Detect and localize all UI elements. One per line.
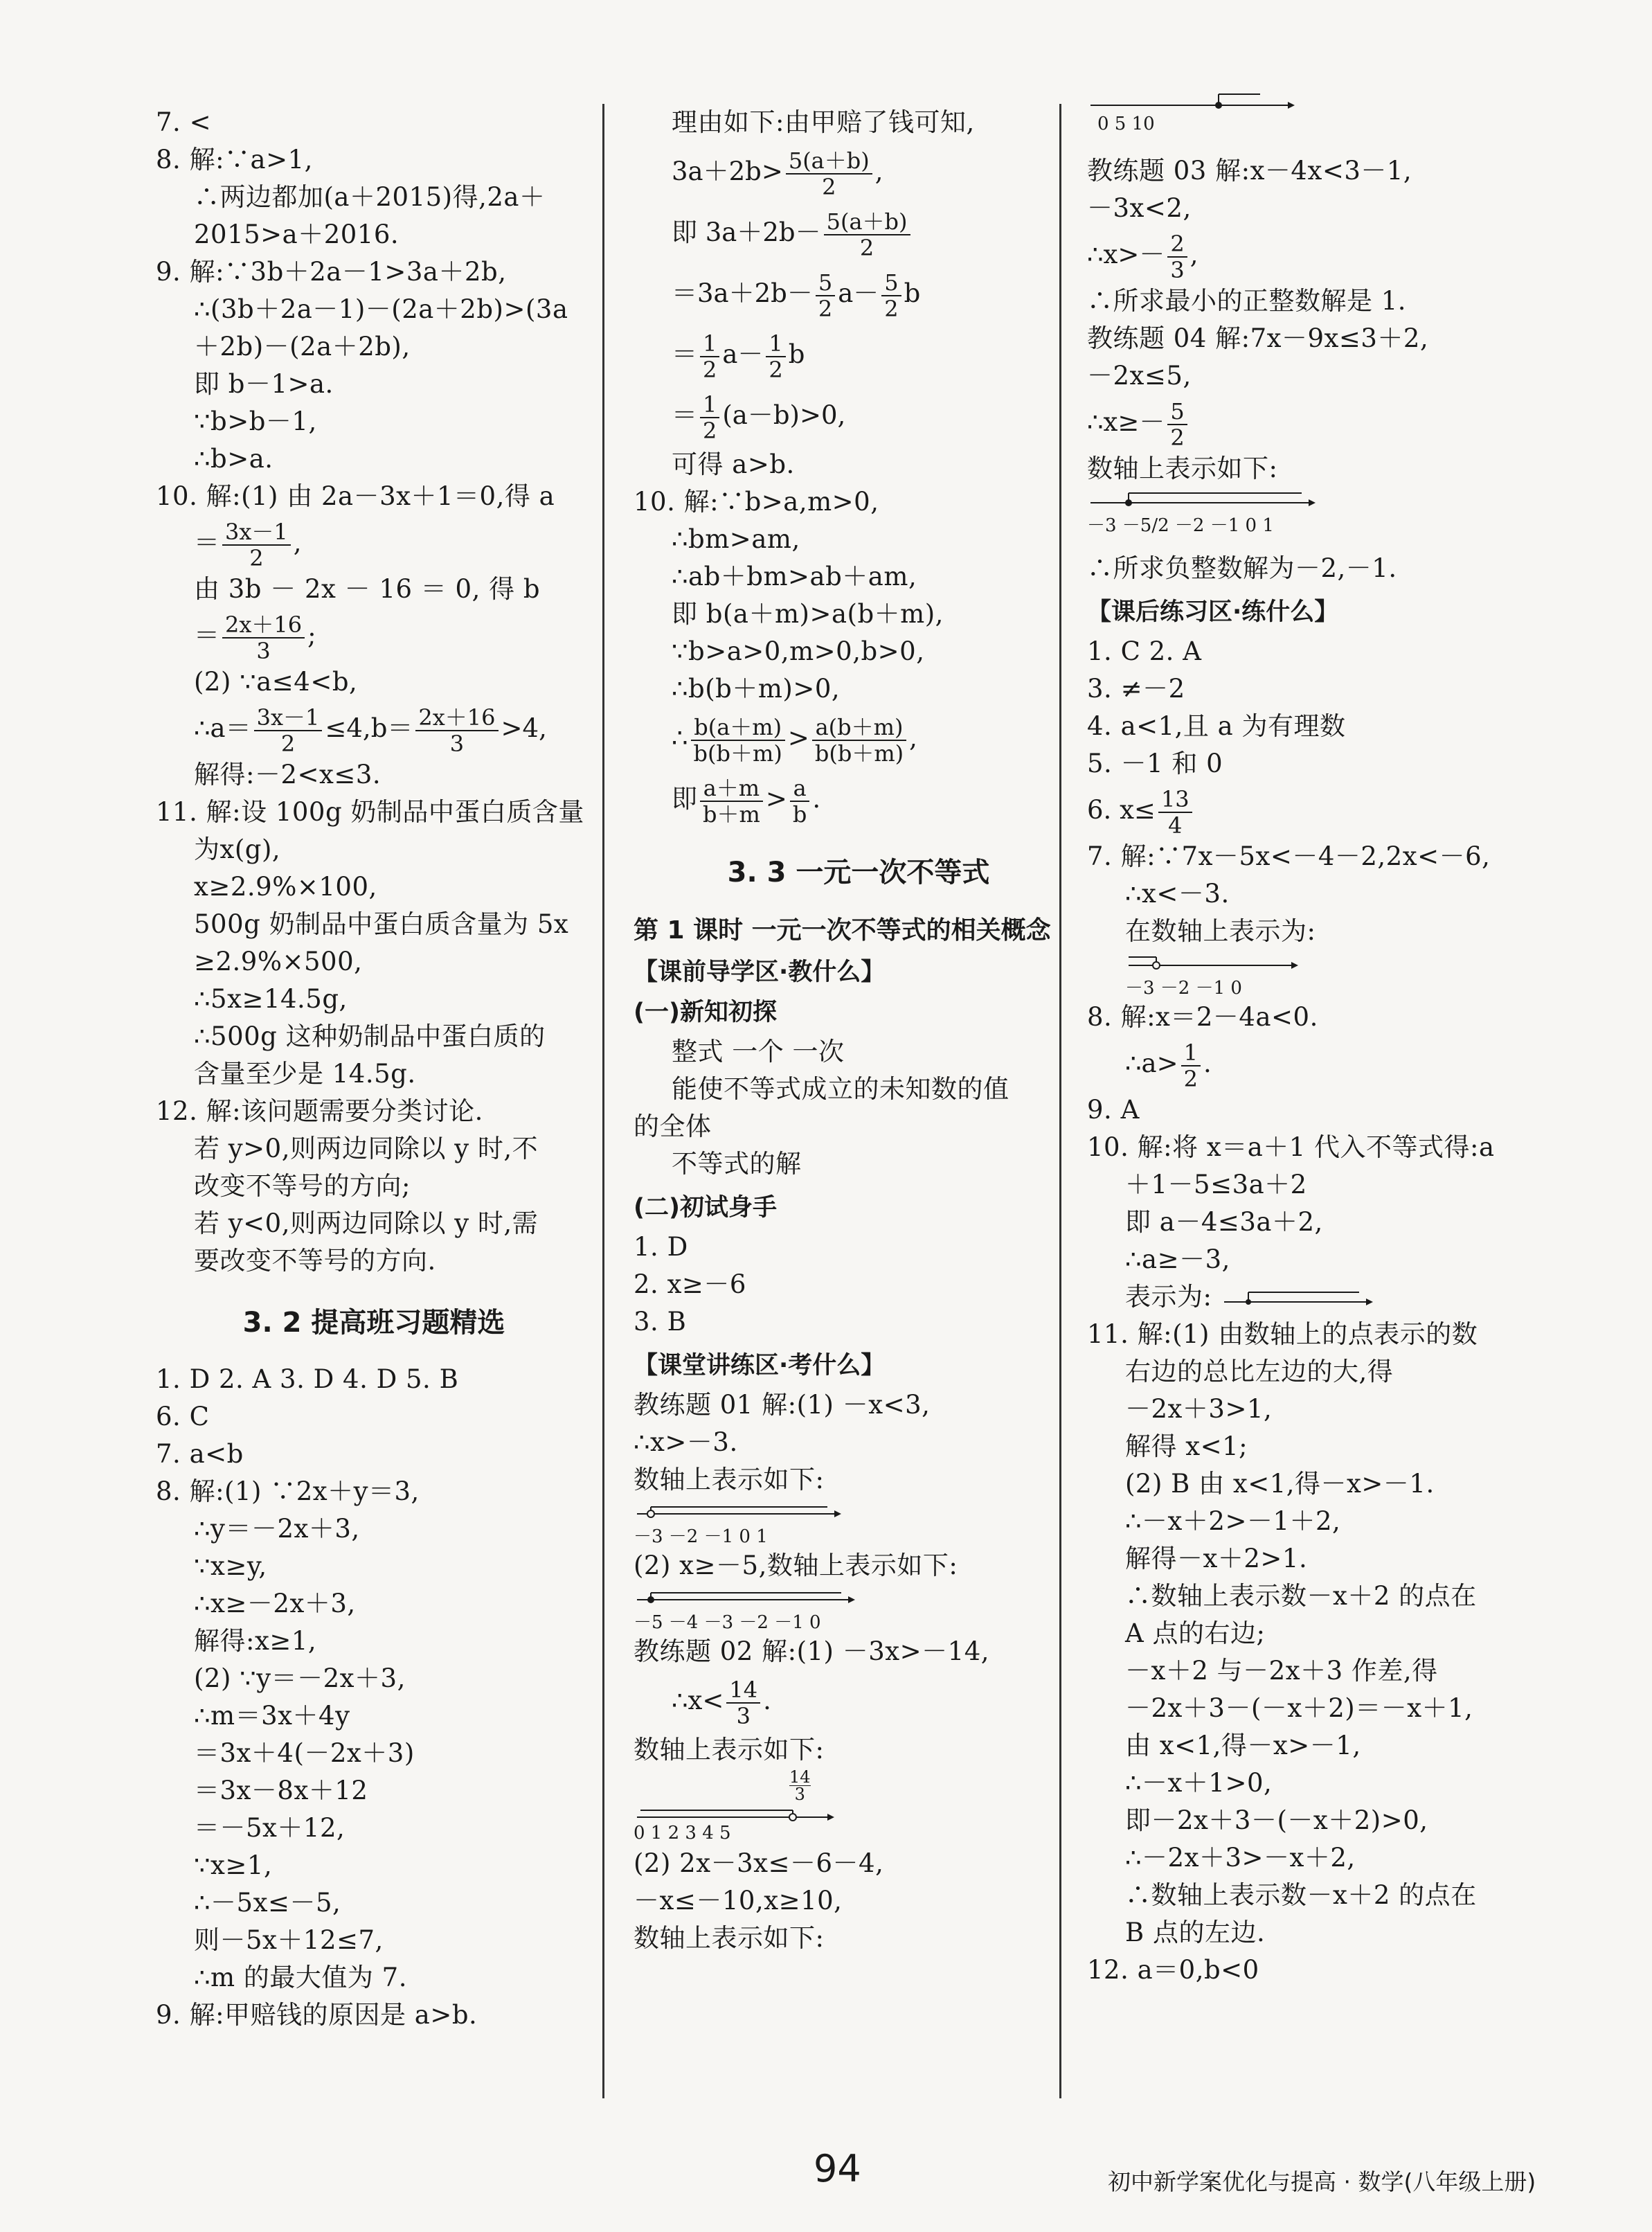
answer-11-line: A 点的右边; bbox=[1125, 1618, 1266, 1648]
text-line: 能使不等式成立的未知数的值 bbox=[672, 1074, 1009, 1104]
answer-10-line: 10. 解:∵b>a,m>0, bbox=[634, 487, 879, 517]
answer-11-line: ≥2.9%×500, bbox=[194, 947, 363, 976]
answer-line: 1. D bbox=[634, 1232, 688, 1262]
zone-heading: 【课前导学区·教什么】 bbox=[634, 958, 886, 986]
answer-10-line: ∵b>a>0,m>0,b>0, bbox=[672, 636, 925, 666]
number-line-labels: －3 －5/2 －2 －1 0 1 bbox=[1087, 515, 1274, 536]
page-number: 94 bbox=[814, 2147, 861, 2190]
exercise-line: 数轴上表示如下: bbox=[634, 1465, 825, 1494]
answer-10-formula: ∴a＝ $\frac{3x-1}{2}$ ≤4,b＝ $\frac{2x+16}{3}$ >4, bbox=[194, 704, 547, 757]
exercise-line: 教练题 01 解:(1) －x<3, bbox=[634, 1390, 931, 1420]
text-line: 的全体 bbox=[634, 1111, 712, 1141]
exercise-line: ∴x>－3. bbox=[634, 1427, 738, 1457]
answer-8b-line: ＝3x－8x＋12 bbox=[194, 1776, 368, 1805]
answer-line: 1. C 2. A bbox=[1087, 636, 1202, 666]
formula: ＝3a＋2b－ $\frac{5}{2}$ a－ $\frac{5}{2}$ b bbox=[672, 269, 921, 322]
answer-line: 7. a<b bbox=[156, 1439, 244, 1469]
answer-7-line: 在数轴上表示为: bbox=[1125, 916, 1316, 946]
answer-10-formula: ＝ $\frac{2x+16}{3}$ ; bbox=[194, 611, 316, 664]
number-line-labels: －3 －2 －1 0 1 bbox=[634, 1526, 768, 1547]
answer-line: 6. C bbox=[156, 1402, 210, 1431]
answer-7: 7. < bbox=[156, 107, 212, 137]
answer-10-line: ∴b(b＋m)>0, bbox=[672, 674, 841, 704]
answer-line: 3. B bbox=[634, 1307, 687, 1337]
answer-9-line: ∴b>a. bbox=[194, 444, 273, 474]
answer-line: 1. D 2. A 3. D 4. D 5. B bbox=[156, 1364, 459, 1394]
answer-11-line: 500g 奶制品中蛋白质含量为 5x bbox=[194, 909, 569, 939]
number-line-diagram bbox=[1087, 90, 1537, 139]
number-line-labels: －5 －4 －3 －2 －1 0 bbox=[634, 1612, 821, 1633]
zone-heading: 【课堂讲练区·考什么】 bbox=[634, 1352, 886, 1380]
answer-11-line: 含量至少是 14.5g. bbox=[194, 1059, 416, 1089]
answer-11-line: 由 x<1,得－x>－1, bbox=[1125, 1731, 1361, 1760]
number-line-diagram bbox=[1087, 488, 1537, 550]
exercise-line: 数轴上表示如下: bbox=[1087, 454, 1278, 483]
answer-11-line: －x＋2 与－2x＋3 作差,得 bbox=[1125, 1656, 1438, 1686]
answer-7-line: ∴x<－3. bbox=[1125, 879, 1230, 909]
number-line-labels: 0 1 2 3 4 5 bbox=[634, 1823, 731, 1843]
answer-11-line: ∴数轴上表示数－x＋2 的点在 bbox=[1125, 1581, 1477, 1611]
answer-11-line: ∴－2x＋3>－x＋2, bbox=[1125, 1843, 1356, 1873]
answer-8b-line: ∴－5x≤－5, bbox=[194, 1888, 341, 1918]
answer-8-line: 2015>a＋2016. bbox=[194, 220, 399, 249]
answer-8b-line: 则－5x＋12≤7, bbox=[194, 1925, 384, 1955]
formula: 即 3a＋2b－ $\frac{5(a+b)}{2}$ bbox=[634, 202, 1084, 263]
answer-11-line: B 点的左边. bbox=[1125, 1918, 1266, 1947]
formula: ∴ $\frac{b(a+m)}{b(b+m)}$ > $\frac{a(b+m)}{b(b+m)}$ , bbox=[672, 713, 917, 767]
part-heading: (一)新知初探 bbox=[634, 999, 777, 1026]
formula: 3a＋2b> $\frac{5(a+b)}{2}$ , bbox=[672, 147, 883, 200]
answer-9-line: 即 b－1>a. bbox=[194, 369, 334, 399]
exercise-line: ∴所求负整数解为－2,－1. bbox=[1087, 553, 1397, 583]
answer-11-line: －2x＋3－(－x＋2)＝－x＋1, bbox=[1125, 1693, 1473, 1723]
answer-10-line: (2) ∵a≤4<b, bbox=[194, 667, 358, 697]
answer-11-line: ∴5x≥14.5g, bbox=[194, 984, 348, 1014]
answer-11-line: 右边的总比左边的大,得 bbox=[1125, 1357, 1394, 1386]
formula: ＝ $\frac{1}{2}$ a－ $\frac{1}{2}$ b bbox=[672, 330, 805, 383]
answer-10-line: 即 a－4≤3a＋2, bbox=[1125, 1207, 1323, 1237]
answer-12-line: 要改变不等号的方向. bbox=[194, 1246, 436, 1276]
number-line-labels: 0 5 10 bbox=[1097, 114, 1155, 134]
answer-line: 3. ≠－2 bbox=[1087, 674, 1185, 704]
answer-10-line: 10. 解:将 x＝a＋1 代入不等式得:a bbox=[1087, 1132, 1495, 1162]
answer-8b-line: ＝－5x＋12, bbox=[194, 1813, 345, 1843]
exercise-line: ∴所求最小的正整数解是 1. bbox=[1087, 286, 1407, 316]
answer-11-line: ∴数轴上表示数－x＋2 的点在 bbox=[1125, 1880, 1477, 1910]
number-line-fraction-label: 14 3 bbox=[789, 1767, 811, 1804]
answer-11-line: 11. 解:(1) 由数轴上的点表示的数 bbox=[1087, 1319, 1478, 1349]
answer-line: 2. x≥－6 bbox=[634, 1269, 746, 1299]
answer-11-line: 即－2x＋3－(－x＋2)>0, bbox=[1125, 1805, 1428, 1835]
answer-12-line: 12. a＝0,b<0 bbox=[1087, 1955, 1259, 1985]
reason-line: 理由如下:由甲赔了钱可知, bbox=[672, 107, 975, 137]
formula: 6. x≤ $\frac{13}{4}$ bbox=[1087, 783, 1537, 838]
exercise-line: 数轴上表示如下: bbox=[634, 1923, 825, 1953]
answer-8-line: ∴两边都加(a＋2015)得,2a＋ bbox=[194, 182, 546, 212]
answer-10-line: ∴a≥－3, bbox=[1125, 1244, 1230, 1274]
number-line-diagram bbox=[634, 1499, 1084, 1547]
answer-11-line: －2x＋3>1, bbox=[1125, 1394, 1273, 1424]
answer-8-line: 8. 解:∵a>1, bbox=[156, 145, 313, 175]
exercise-line: 数轴上表示如下: bbox=[634, 1735, 825, 1765]
exercise-line: (2) x≥－5,数轴上表示如下: bbox=[634, 1551, 958, 1580]
column-3 bbox=[1087, 104, 1537, 1989]
answer-11-line: ∴500g 这种奶制品中蛋白质的 bbox=[194, 1021, 546, 1051]
answer-11-line: (2) B 由 x<1,得－x>－1. bbox=[1125, 1469, 1435, 1499]
answer-12-line: 12. 解:该问题需要分类讨论. bbox=[156, 1096, 483, 1126]
answer-10-line: ∴bm>am, bbox=[672, 524, 800, 554]
answer-10-line bbox=[1087, 1278, 1537, 1316]
answer-9b: 9. 解:甲赔钱的原因是 a>b. bbox=[156, 2000, 478, 2030]
answer-12-line: 若 y<0,则两边同除以 y 时,需 bbox=[194, 1208, 539, 1238]
exercise-line: 教练题 03 解:x－4x<3－1, bbox=[1087, 156, 1412, 186]
exercise-line: (2) 2x－3x≤－6－4, bbox=[634, 1848, 884, 1878]
exercise-line: －3x<2, bbox=[1087, 193, 1192, 223]
exercise-line: －2x≤5, bbox=[1087, 361, 1192, 391]
column-1 bbox=[156, 104, 592, 2034]
reason-line: 可得 a>b. bbox=[672, 449, 795, 479]
answer-10-line: ∴ab＋bm>ab＋am, bbox=[672, 562, 917, 591]
answer-11-line: 解得－x＋2>1. bbox=[1125, 1544, 1308, 1573]
formula: ∴x>－ $\frac{2}{3}$ , bbox=[1087, 230, 1198, 283]
column-divider bbox=[602, 104, 604, 2098]
formula: 即 $\frac{a+m}{b+m}$ > $\frac{a}{b}$ . bbox=[672, 774, 821, 828]
answer-11-line: x≥2.9%×100, bbox=[194, 872, 377, 902]
formula: ∴a> $\frac{1}{2}$ . bbox=[1125, 1039, 1212, 1092]
answer-9-line: 9. 解:∵3b＋2a－1>3a＋2b, bbox=[156, 257, 507, 287]
exercise-line: 教练题 04 解:7x－9x≤3＋2, bbox=[1087, 323, 1429, 353]
text-line: 不等式的解 bbox=[672, 1149, 802, 1179]
answer-10-formula: ＝ $\frac{3x-1}{2}$ , bbox=[194, 518, 302, 571]
number-line-diagram bbox=[1125, 950, 1575, 999]
section-heading: 3. 3 一元一次不等式 bbox=[727, 857, 990, 889]
exercise-line: －x≤－10,x≥10, bbox=[634, 1886, 843, 1916]
answer-11-line: 解得 x<1; bbox=[1125, 1431, 1248, 1461]
answer-8b-line: ∴x≥－2x＋3, bbox=[194, 1589, 356, 1618]
answer-8-line: 8. 解:x＝2－4a<0. bbox=[1087, 1002, 1318, 1032]
number-line-diagram bbox=[634, 1584, 1084, 1633]
page-footer: 初中新学案优化与提高 · 数学(八年级上册) bbox=[1108, 2168, 1536, 2195]
answer-8b-line: ∴y＝－2x＋3, bbox=[194, 1514, 360, 1544]
answer-11-line: 11. 解:设 100g 奶制品中蛋白质含量 bbox=[156, 797, 584, 827]
answer-8b-line: ∵x≥y, bbox=[194, 1551, 267, 1581]
formula: ∴x≥－ $\frac{5}{2}$ bbox=[1087, 395, 1537, 450]
answer-line: 5. －1 和 0 bbox=[1087, 749, 1223, 778]
exercise-line: 教练题 02 解:(1) －3x>－14, bbox=[634, 1636, 989, 1666]
formula: ∴x< $\frac{14}{3}$ . bbox=[672, 1676, 771, 1729]
text-line: 整式 一个 一次 bbox=[672, 1037, 845, 1066]
number-line-svg bbox=[1221, 1287, 1380, 1312]
answer-9-line: ∵b>b－1, bbox=[194, 407, 317, 436]
answer-8b-line: ∴m 的最大值为 7. bbox=[194, 1963, 407, 1992]
answer-11-line: 为x(g), bbox=[194, 834, 281, 864]
answer-10-label: 表示为: bbox=[1125, 1282, 1212, 1312]
answer-8b-line: ＝3x＋4(－2x＋3) bbox=[194, 1738, 415, 1768]
formula: ＝ $\frac{1}{2}$ (a－b)>0, bbox=[672, 391, 846, 444]
answer-10-line: 由 3b － 2x － 16 ＝ 0, 得 b bbox=[194, 574, 541, 604]
number-line-labels: －3 －2 －1 0 bbox=[1125, 978, 1242, 999]
answer-8b-line: 8. 解:(1) ∵2x＋y＝3, bbox=[156, 1476, 420, 1506]
answer-12-line: 若 y>0,则两边同除以 y 时,不 bbox=[194, 1134, 539, 1163]
answer-12-line: 改变不等号的方向; bbox=[194, 1171, 411, 1201]
answer-8b-line: ∴m＝3x＋4y bbox=[194, 1701, 350, 1731]
part-heading: (二)初试身手 bbox=[634, 1194, 777, 1222]
answer-9-line: ＋2b)－(2a＋2b), bbox=[194, 332, 411, 361]
answer-11-line: ∴－x＋1>0, bbox=[1125, 1768, 1273, 1798]
answer-8b-line: (2) ∵y＝－2x＋3, bbox=[194, 1663, 406, 1693]
answer-9-line: ∴(3b＋2a－1)－(2a＋2b)>(3a bbox=[194, 294, 568, 324]
answer-line: 4. a<1,且 a 为有理数 bbox=[1087, 711, 1346, 741]
answer-10-line: 10. 解:(1) 由 2a－3x＋1＝0,得 a bbox=[156, 481, 555, 511]
answer-11-line: ∴－x＋2>－1＋2, bbox=[1125, 1506, 1341, 1536]
number-line-diagram bbox=[634, 1769, 1084, 1845]
answer-8b-line: ∵x≥1, bbox=[194, 1850, 273, 1880]
answer-8b-line: 解得:x≥1, bbox=[194, 1626, 317, 1656]
answer-7-line: 7. 解:∵7x－5x<－4－2,2x<－6, bbox=[1087, 841, 1491, 871]
answer-10-line: 解得:－2<x≤3. bbox=[194, 760, 381, 789]
section-heading: 3. 2 提高班习题精选 bbox=[242, 1307, 505, 1339]
answer-10-line: ＋1－5≤3a＋2 bbox=[1125, 1170, 1307, 1199]
zone-heading: 【课后练习区·练什么】 bbox=[1087, 598, 1339, 626]
column-2 bbox=[634, 104, 1084, 1957]
answer-10-line: 即 b(a＋m)>a(b＋m), bbox=[672, 599, 944, 629]
answer-9-line: 9. A bbox=[1087, 1095, 1140, 1125]
lesson-heading: 第 1 课时 一元一次不等式的相关概念 bbox=[634, 916, 1051, 945]
